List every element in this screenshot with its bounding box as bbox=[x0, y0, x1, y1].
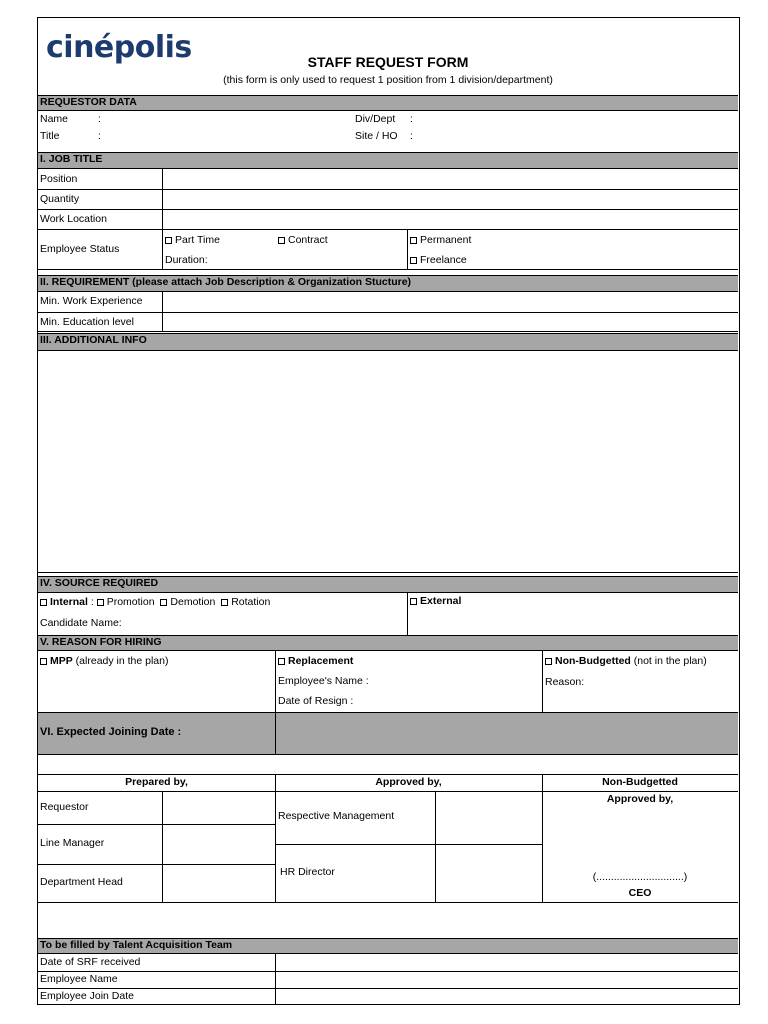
quantity-field[interactable] bbox=[164, 190, 736, 208]
divdept-colon: : bbox=[410, 113, 413, 125]
reason-label: Reason: bbox=[545, 676, 585, 688]
checkbox-icon[interactable] bbox=[278, 658, 285, 665]
requestor-sign-label: Requestor bbox=[40, 801, 89, 813]
ceo-signature-line: (..............................) bbox=[592, 871, 688, 883]
checkbox-icon[interactable] bbox=[40, 658, 47, 665]
requestor-data-heading: REQUESTOR DATA bbox=[38, 95, 738, 111]
checkbox-icon[interactable] bbox=[410, 598, 417, 605]
title-colon: : bbox=[98, 130, 101, 142]
duration-label: Duration: bbox=[165, 254, 208, 266]
non-budgetted-heading: Non-Budgetted bbox=[602, 776, 678, 788]
part-time-option[interactable]: Part Time bbox=[165, 234, 220, 247]
internal-option[interactable]: Internal : Promotion Demotion Rotation bbox=[40, 596, 270, 609]
permanent-option[interactable]: Permanent bbox=[410, 234, 471, 247]
staff-request-form bbox=[37, 17, 740, 1005]
department-head-sign-label: Department Head bbox=[40, 876, 123, 888]
checkbox-icon[interactable] bbox=[160, 599, 167, 606]
checkbox-icon[interactable] bbox=[410, 257, 417, 264]
candidate-name-label: Candidate Name: bbox=[40, 617, 122, 629]
min-work-experience-field[interactable] bbox=[164, 293, 736, 311]
checkbox-icon[interactable] bbox=[40, 599, 47, 606]
name-colon: : bbox=[98, 113, 101, 125]
respective-management-label: Respective Management bbox=[278, 810, 395, 822]
quantity-label: Quantity bbox=[40, 193, 80, 205]
work-location-label: Work Location bbox=[40, 213, 107, 225]
min-education-label: Min. Education level bbox=[40, 316, 134, 328]
checkbox-icon[interactable] bbox=[221, 599, 228, 606]
form-title: STAFF REQUEST FORM bbox=[307, 54, 469, 70]
site-label: Site / HO bbox=[355, 130, 398, 142]
checkbox-icon[interactable] bbox=[410, 237, 417, 244]
talent-acquisition-heading: To be filled by Talent Acquisition Team bbox=[38, 938, 738, 954]
ceo-approved-by-label: Approved by, bbox=[606, 793, 674, 805]
name-label: Name bbox=[40, 113, 69, 125]
requirement-heading: II. REQUIREMENT (please attach Job Description & Organization Stucture) bbox=[38, 275, 738, 292]
contract-option[interactable]: Contract bbox=[278, 234, 328, 247]
position-label: Position bbox=[40, 173, 78, 185]
min-work-experience-label: Min. Work Experience bbox=[40, 295, 143, 307]
prepared-by-heading: Prepared by, bbox=[125, 776, 188, 788]
additional-info-field[interactable] bbox=[38, 352, 738, 572]
date-of-srf-label: Date of SRF received bbox=[40, 956, 141, 968]
checkbox-icon[interactable] bbox=[165, 237, 172, 244]
ceo-label: CEO bbox=[628, 887, 652, 899]
divdept-label: Div/Dept bbox=[355, 113, 396, 125]
source-required-heading: IV. SOURCE REQUIRED bbox=[38, 576, 738, 593]
checkbox-icon[interactable] bbox=[97, 599, 104, 606]
non-budgetted-option[interactable]: Non-Budgetted (not in the plan) bbox=[545, 655, 707, 668]
expected-joining-date-label: VI. Expected Joining Date : bbox=[40, 726, 182, 738]
expected-joining-date-field[interactable] bbox=[277, 713, 737, 754]
date-of-resign-label: Date of Resign : bbox=[278, 695, 354, 707]
freelance-option[interactable]: Freelance bbox=[410, 254, 467, 267]
line-manager-sign-label: Line Manager bbox=[40, 837, 105, 849]
site-colon: : bbox=[410, 130, 413, 142]
cinepolis-logo: cinépolis bbox=[46, 30, 192, 65]
form-subtitle: (this form is only used to request 1 position from 1 division/department) bbox=[223, 74, 553, 86]
employee-status-label: Employee Status bbox=[40, 243, 120, 255]
replacement-option[interactable]: Replacement bbox=[278, 655, 353, 668]
employee-name-label: Employee's Name : bbox=[278, 675, 369, 687]
approved-by-heading: Approved by, bbox=[375, 776, 442, 788]
hr-director-label: HR Director bbox=[280, 866, 335, 878]
checkbox-icon[interactable] bbox=[545, 658, 552, 665]
additional-info-heading: III. ADDITIONAL INFO bbox=[38, 333, 738, 351]
reason-for-hiring-heading: V. REASON FOR HIRING bbox=[38, 635, 738, 651]
checkbox-icon[interactable] bbox=[278, 237, 285, 244]
job-title-heading: I. JOB TITLE bbox=[38, 152, 738, 169]
min-education-field[interactable] bbox=[164, 313, 736, 330]
title-label: Title bbox=[40, 130, 60, 142]
position-field[interactable] bbox=[164, 170, 736, 188]
work-location-field[interactable] bbox=[164, 210, 736, 228]
employee-join-date-label: Employee Join Date bbox=[40, 990, 134, 1002]
external-option[interactable]: External bbox=[410, 595, 461, 608]
employee-name-ta-label: Employee Name bbox=[40, 973, 118, 985]
mpp-option[interactable]: MPP (already in the plan) bbox=[40, 655, 169, 668]
